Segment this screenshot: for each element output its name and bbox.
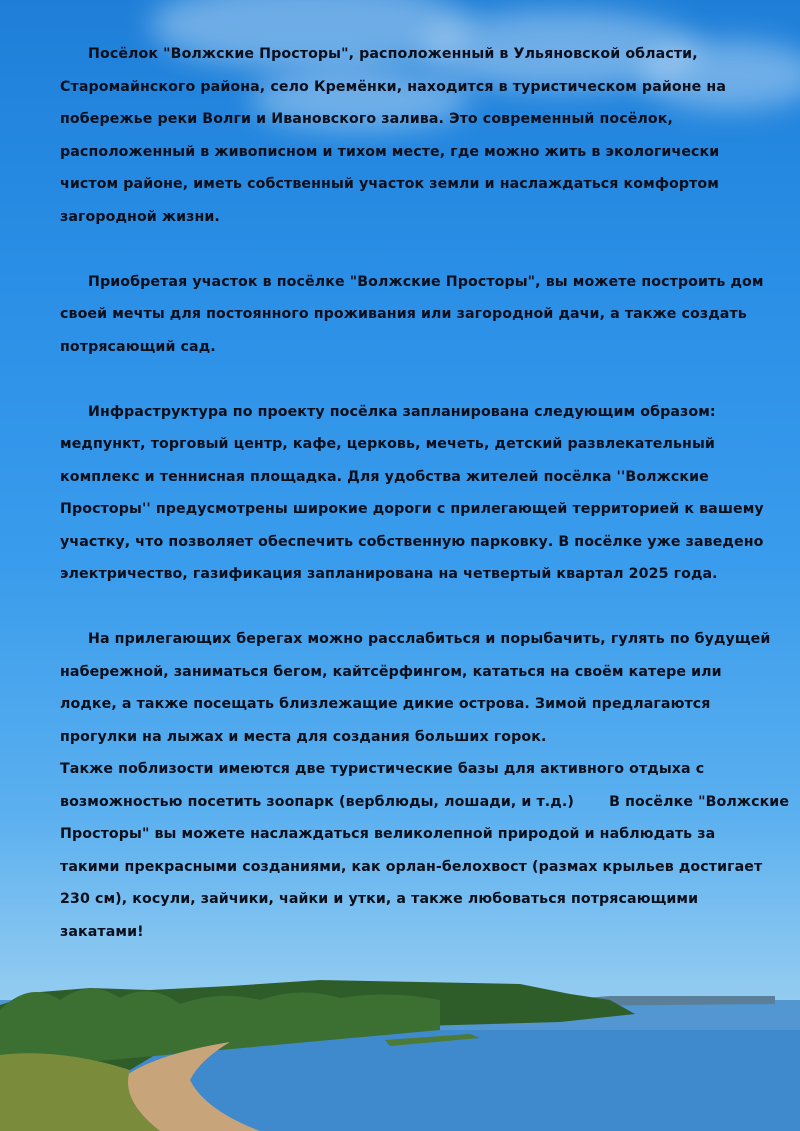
text-line: загородной жизни. [60, 208, 220, 225]
text-line: потрясающий сад. [60, 338, 216, 355]
paragraph [60, 38, 760, 233]
text-line: возможностью посетить зоопарк (верблюды, лошади, и т.д.) В посёлке "Волжские [60, 793, 790, 810]
text-line: электричество, газификация запланирована на четвертый квартал 2025 года. [60, 566, 718, 582]
text-line: набережной, заниматься бегом, кайтсёрфингом, кататься на своём катере или [60, 663, 722, 680]
text-line: Посёлок "Волжские Просторы", расположенный в Ульяновской области, [88, 46, 698, 62]
text-line: комплекс и теннисная площадка. Для удобства жителей посёлка ''Волжские [60, 468, 709, 485]
text-line: Просторы'' предусмотрены широкие дороги с прилегающей территорией к вашему [60, 501, 764, 517]
text-line: медпункт, торговый центр, кафе, церковь, мечеть, детский развлекательный [60, 436, 715, 452]
article-text [60, 38, 790, 948]
text-line: закатами! [60, 923, 144, 940]
text-line: Старомайнского района, село Кремёнки, находится в туристическом районе на [60, 78, 726, 95]
text-line: прогулки на лыжах и места для создания больших горок. [60, 728, 547, 745]
text-line: Инфраструктура по проекту посёлка запланирована следующим образом: [88, 403, 716, 420]
text-line: лодке, а также посещать близлежащие дикие острова. Зимой предлагаются [60, 696, 711, 712]
text-line: расположенный в живописном и тихом месте, где можно жить в экологически [60, 143, 720, 160]
text-line: Приобретая участок в посёлке "Волжские Просторы", вы можете построить дом [88, 273, 764, 290]
paragraph-gap [60, 591, 760, 624]
text-line: чистом районе, иметь собственный участок земли и наслаждаться комфортом [60, 176, 719, 192]
text-line: участку, что позволяет обеспечить собственную парковку. В посёлке уже заведено [60, 533, 764, 550]
text-line: такими прекрасными созданиями, как орлан-белохвост (размах крыльев достигает [60, 858, 763, 875]
paragraph-gap [60, 363, 760, 396]
volga-shore-photo [0, 960, 800, 1131]
text-line: 230 см), косули, зайчики, чайки и утки, а также любоваться потрясающими [60, 891, 699, 907]
paragraph [60, 266, 764, 364]
paragraph-gap [60, 233, 760, 266]
text-line: своей мечты для постоянного проживания или загородной дачи, а также создать [60, 306, 747, 322]
text-line: побережье реки Волги и Ивановского залива. Это современный посёлок, [60, 111, 673, 127]
text-line: Также поблизости имеются две туристические базы для активного отдыха с [60, 761, 705, 777]
text-line: Просторы" вы можете наслаждаться великолепной природой и наблюдать за [60, 826, 716, 842]
paragraph [60, 623, 790, 948]
paragraph [60, 396, 764, 591]
text-line: На прилегающих берегах можно расслабиться и порыбачить, гулять по будущей [88, 631, 771, 647]
